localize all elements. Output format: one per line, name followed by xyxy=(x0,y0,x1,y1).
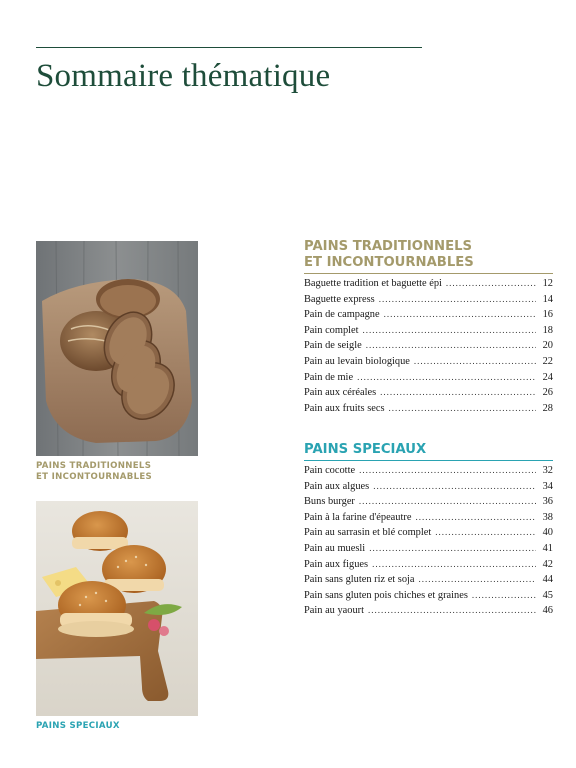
entry-page: 20 xyxy=(542,340,553,352)
special-photo-caption: PAINS SPECIAUX xyxy=(36,721,120,731)
dot-leader xyxy=(369,543,536,553)
toc-entry[interactable] xyxy=(304,325,553,341)
entry-title: Pain aux céréales xyxy=(304,387,377,399)
dot-leader xyxy=(359,465,536,475)
heading-line-1: PAINS TRADITIONNELS xyxy=(304,239,472,254)
dot-leader xyxy=(359,496,536,506)
traditional-photo-caption xyxy=(36,461,152,483)
dot-leader xyxy=(472,590,536,600)
toc-list-special xyxy=(304,465,553,621)
page-title: Sommaire thématique xyxy=(36,58,331,94)
section-rule-special xyxy=(304,460,553,461)
entry-page: 36 xyxy=(542,496,553,508)
entry-title: Pain au yaourt xyxy=(304,605,365,617)
toc-entry[interactable] xyxy=(304,590,553,606)
dot-leader xyxy=(419,574,536,584)
dot-leader xyxy=(357,372,536,382)
dot-leader xyxy=(379,294,536,304)
entry-page: 41 xyxy=(542,542,553,554)
section-heading-traditional xyxy=(304,239,474,271)
entry-title: Baguette tradition et baguette épi xyxy=(304,278,442,289)
dot-leader xyxy=(415,512,536,522)
entry-title: Pain au levain biologique xyxy=(304,355,410,367)
entry-title: Pain aux figues xyxy=(304,558,369,570)
toc-entry[interactable] xyxy=(304,527,553,543)
entry-page: 45 xyxy=(542,589,553,601)
entry-title: Pain cocotte xyxy=(304,465,356,476)
dot-leader xyxy=(366,340,536,350)
toc-entry[interactable] xyxy=(304,465,553,481)
entry-page: 28 xyxy=(542,402,553,414)
entry-page: 40 xyxy=(542,527,553,539)
entry-title: Buns burger xyxy=(304,496,355,508)
caption-line-2: ET INCONTOURNABLES xyxy=(36,472,153,482)
heading-line-1: PAINS SPECIAUX xyxy=(304,442,427,457)
dot-leader xyxy=(368,605,536,615)
entry-page: 24 xyxy=(542,371,553,383)
entry-page: 34 xyxy=(542,480,553,492)
entry-page: 26 xyxy=(542,387,553,399)
entry-title: Pain aux algues xyxy=(304,480,370,492)
entry-title: Pain de mie xyxy=(304,371,354,383)
toc-entry[interactable] xyxy=(304,403,553,419)
toc-entry[interactable] xyxy=(304,309,553,325)
dot-leader xyxy=(435,527,536,537)
heading-line-2: ET INCONTOURNABLES xyxy=(304,255,474,270)
section-rule-traditional xyxy=(304,273,553,274)
toc-entry[interactable] xyxy=(304,512,553,528)
entry-title: Pain de campagne xyxy=(304,309,380,321)
entry-page: 14 xyxy=(542,293,553,305)
toc-entry[interactable] xyxy=(304,559,553,575)
toc-entry[interactable] xyxy=(304,340,553,356)
entry-page: 22 xyxy=(542,355,553,367)
toc-entry[interactable] xyxy=(304,605,553,621)
dot-leader xyxy=(414,356,536,366)
toc-list-traditional xyxy=(304,278,553,418)
dot-leader xyxy=(380,387,536,397)
section-heading-special xyxy=(304,442,426,458)
toc-entry[interactable] xyxy=(304,481,553,497)
entry-page: 16 xyxy=(542,309,553,321)
top-rule xyxy=(36,47,422,48)
entry-title: Pain aux fruits secs xyxy=(304,402,385,414)
caption-line-1: PAINS TRADITIONNELS xyxy=(36,461,152,471)
dot-leader xyxy=(446,278,536,288)
entry-title: Pain sans gluten pois chiches et graines xyxy=(304,589,468,601)
toc-entry[interactable] xyxy=(304,574,553,590)
entry-page: 46 xyxy=(542,605,553,617)
toc-entry[interactable] xyxy=(304,543,553,559)
entry-title: Pain au sarrasin et blé complet xyxy=(304,527,432,539)
entry-title: Pain au muesli xyxy=(304,542,366,554)
dot-leader xyxy=(389,403,536,413)
dot-leader xyxy=(372,559,536,569)
toc-entry[interactable] xyxy=(304,387,553,403)
dot-leader xyxy=(363,325,536,335)
traditional-bread-photo xyxy=(36,241,198,456)
entry-title: Pain complet xyxy=(304,324,359,336)
entry-page: 44 xyxy=(542,574,553,586)
entry-title: Pain sans gluten riz et soja xyxy=(304,574,415,586)
entry-page: 12 xyxy=(542,278,553,289)
toc-entry[interactable] xyxy=(304,496,553,512)
toc-entry[interactable] xyxy=(304,356,553,372)
dot-leader xyxy=(384,309,536,319)
special-bread-photo xyxy=(36,501,198,716)
entry-page: 18 xyxy=(542,324,553,336)
entry-page: 38 xyxy=(542,511,553,523)
toc-entry[interactable] xyxy=(304,372,553,388)
entry-page: 32 xyxy=(542,465,553,476)
entry-page: 42 xyxy=(542,558,553,570)
entry-title: Pain à la farine d'épeautre xyxy=(304,511,412,523)
toc-entry[interactable] xyxy=(304,278,553,294)
toc-entry[interactable] xyxy=(304,294,553,310)
entry-title: Baguette express xyxy=(304,293,375,305)
entry-title: Pain de seigle xyxy=(304,340,362,352)
dot-leader xyxy=(373,481,536,491)
